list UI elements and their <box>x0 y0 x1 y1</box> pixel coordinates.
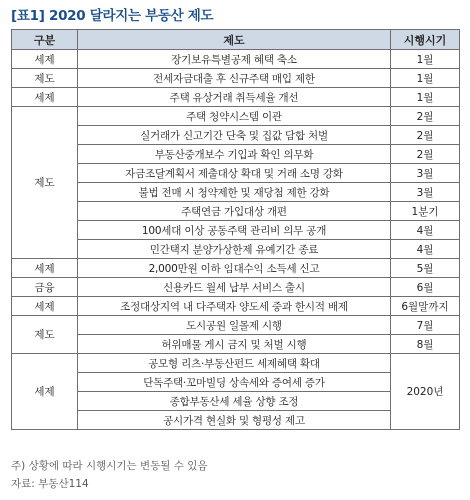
date-cell: 2월 <box>391 107 460 126</box>
header-row <box>12 30 460 50</box>
system-cell: 신용카드 월세 납부 서비스 출시 <box>78 278 391 297</box>
table-row <box>12 183 460 202</box>
system-cell: 전세자금대출 후 신규주택 매입 제한 <box>78 69 391 88</box>
category-cell: 세제 <box>12 88 78 107</box>
date-cell: 2020년 <box>391 354 460 430</box>
date-cell: 1월 <box>391 69 460 88</box>
table-row <box>12 354 460 373</box>
date-cell: 4월 <box>391 221 460 240</box>
system-cell: 주택연금 가입대상 개편 <box>78 202 391 221</box>
system-cell: 불법 전매 시 청약제한 및 재당첨 제한 강화 <box>78 183 391 202</box>
system-cell: 장기보유특별공제 혜택 축소 <box>78 50 391 69</box>
date-cell: 3월 <box>391 164 460 183</box>
system-cell: 부동산중개보수 기입과 확인 의무화 <box>78 145 391 164</box>
date-cell: 2월 <box>391 126 460 145</box>
category-cell: 세제 <box>12 297 78 316</box>
system-cell: 주택 청약시스템 이관 <box>78 107 391 126</box>
category-cell: 제도 <box>12 316 78 354</box>
table-row <box>12 126 460 145</box>
category-cell: 제도 <box>12 69 78 88</box>
system-cell: 공모형 리츠·부동산펀드 세제혜택 확대 <box>78 354 391 373</box>
table-row <box>12 221 460 240</box>
category-cell: 세제 <box>12 354 78 430</box>
table-row <box>12 202 460 221</box>
table-row <box>12 297 460 316</box>
table-row <box>12 69 460 88</box>
table-row <box>12 259 460 278</box>
system-cell: 공시가격 현실화 및 형평성 제고 <box>78 411 391 430</box>
date-cell: 8월 <box>391 335 460 354</box>
table-title: [표1] 2020 달라지는 부동산 제도 <box>11 8 214 24</box>
table-row <box>12 164 460 183</box>
footnote: 주) 상황에 따라 시행시기는 변동될 수 있음 <box>11 460 208 472</box>
system-cell: 조정대상지역 내 다주택자 양도세 중과 한시적 배제 <box>78 297 391 316</box>
header-date: 시행시기 <box>391 30 460 50</box>
date-cell: 1월 <box>391 88 460 107</box>
table-row <box>12 88 460 107</box>
system-cell: 2,000만원 이하 임대수익 소득세 신고 <box>78 259 391 278</box>
system-cell: 단독주택·꼬마빌딩 상속세와 증여세 증가 <box>78 373 391 392</box>
table-row <box>12 335 460 354</box>
system-cell: 허위매물 게시 금지 및 처벌 시행 <box>78 335 391 354</box>
table-row <box>12 316 460 335</box>
table-row <box>12 50 460 69</box>
system-cell: 실거래가 신고기간 단축 및 집값 담합 처벌 <box>78 126 391 145</box>
header-system: 제도 <box>78 30 391 50</box>
header-category: 구분 <box>12 30 78 50</box>
table-row <box>12 278 460 297</box>
system-cell: 자금조달계획서 제출대상 확대 및 거래 소명 강화 <box>78 164 391 183</box>
date-cell: 1분기 <box>391 202 460 221</box>
date-cell: 1월 <box>391 50 460 69</box>
system-cell: 종합부동산세 세율 상향 조정 <box>78 392 391 411</box>
table-row <box>12 107 460 126</box>
regulation-table <box>11 29 460 430</box>
date-cell: 7월 <box>391 316 460 335</box>
date-cell: 3월 <box>391 183 460 202</box>
date-cell: 4월 <box>391 240 460 259</box>
category-cell: 세제 <box>12 259 78 278</box>
source-credit: 자료: 부동산114 <box>11 478 89 490</box>
table-row <box>12 145 460 164</box>
category-cell: 금융 <box>12 278 78 297</box>
category-cell: 세제 <box>12 50 78 69</box>
table-row <box>12 240 460 259</box>
system-cell: 민간택지 분양가상한제 유예기간 종료 <box>78 240 391 259</box>
date-cell: 6월 <box>391 278 460 297</box>
system-cell: 도시공원 일몰제 시행 <box>78 316 391 335</box>
category-cell: 제도 <box>12 107 78 259</box>
system-cell: 100세대 이상 공동주택 관리비 의무 공개 <box>78 221 391 240</box>
date-cell: 6월말까지 <box>391 297 460 316</box>
date-cell: 2월 <box>391 145 460 164</box>
date-cell: 5월 <box>391 259 460 278</box>
system-cell: 주택 유상거래 취득세율 개선 <box>78 88 391 107</box>
